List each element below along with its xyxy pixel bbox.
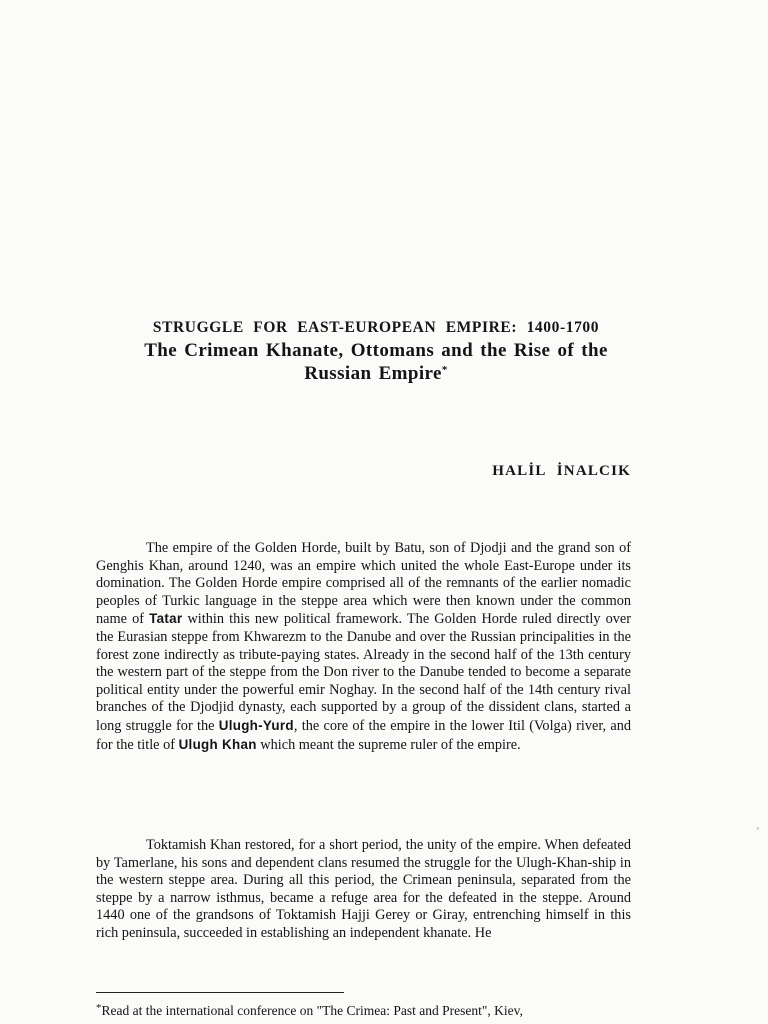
term-ulugh-khan: Ulugh Khan xyxy=(178,736,257,752)
subtitle-line-1: The Crimean Khanate, Ottomans and the Rise of the xyxy=(144,340,608,361)
paragraph-1-text-d: which meant the supreme ruler of the empire. xyxy=(256,736,521,753)
footnote-divider xyxy=(96,992,344,993)
body-paragraph-2 xyxy=(96,837,631,943)
footnote xyxy=(96,1002,631,1019)
subtitle-line-2: Russian Empire xyxy=(304,363,442,384)
paragraph-1-text-b: within this new political framework. The Golden Horde ruled directly over the Eurasian steppe from Khwarezm to the Danube and over the Russian principalities in the forest zone indirectly as tribute-paying states. Already in the second half of the 13th century the western part of the steppe from the Don river to the Danube tended to become a separate political entity under the powerful emir Noghay. In the second half of the 14th century rival branches of the Djodjid dynasty, each supported by a group of the dissident clans, started a long struggle for the xyxy=(96,611,631,734)
paragraph-2-text: Toktamish Khan restored, for a short period, the unity of the empire. When defeated by Tamerlane, his sons and dependent clans resumed the struggle for the Ulugh-Khan-ship in the western steppe area. During all this period, the Crimean peninsula, separated from the steppe by a narrow isthmus, became a refuge area for the defeated in the steppe. Around 1440 one of the grandsons of Toktamish Hajji Gerey or Giray, entrenching himself in this rich peninsula, succeeded in establishing an independent khanate. He xyxy=(96,837,631,941)
term-tatar: Tatar xyxy=(149,611,183,627)
footnote-marker: * xyxy=(96,1002,102,1014)
subtitle-footnote-marker: * xyxy=(441,364,448,376)
footnote-text: Read at the international conference on "The Crimea: Past and Present", Kiev, xyxy=(101,1003,523,1018)
margin-mark: ʾ xyxy=(756,826,760,838)
author-name: HALİL İNALCIK xyxy=(492,463,631,479)
article-subtitle xyxy=(6,339,746,385)
body-paragraph-1 xyxy=(96,540,631,754)
term-ulugh-yurd: Ulugh-Yurd xyxy=(218,717,294,733)
article-title: STRUGGLE FOR EAST-EUROPEAN EMPIRE: 1400-1700 xyxy=(152,319,600,336)
paragraph-1-text-a: The empire of the Golden Horde, built by Batu, son of Djodji and the grand son of Genghis Khan, around 1240, was an empire which united the whole East-Europe under its domination. The Golden Horde empire comprised all of the remnants of the earlier nomadic peoples of Turkic language in the steppe area which were then known under the common name of xyxy=(96,540,631,628)
paragraph-1-text-c: , the core of the empire in the lower Itil (Volga) river, and for the title of xyxy=(96,717,631,753)
